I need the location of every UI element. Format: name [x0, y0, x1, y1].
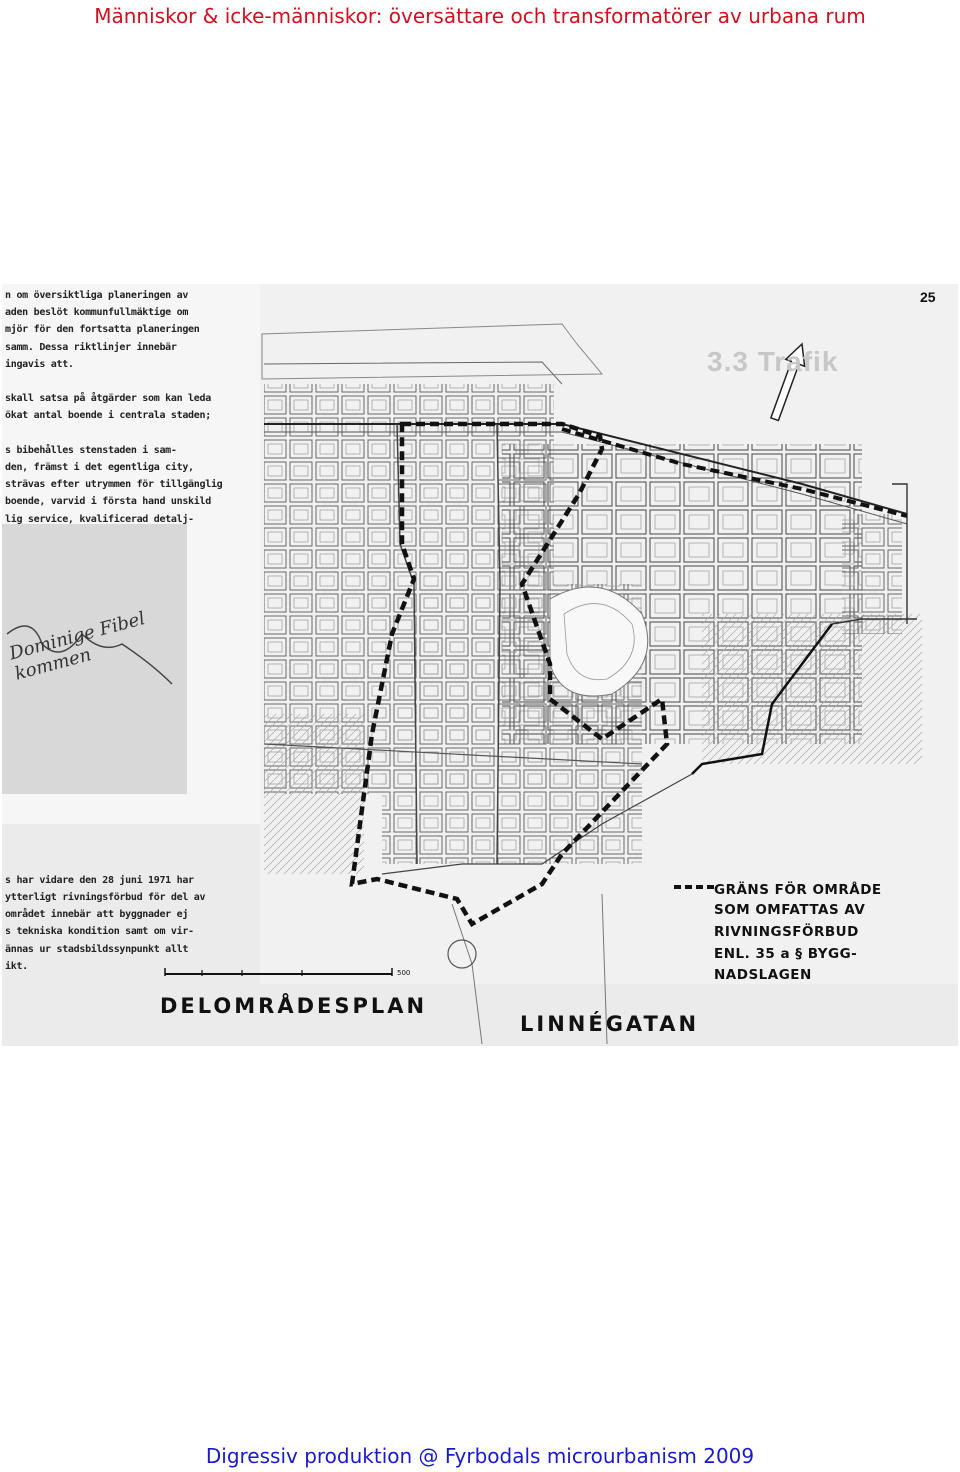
side-text-line: aden beslöt kommunfullmäktige om	[5, 307, 189, 319]
legend-line-2: SOM OMFATTAS AV	[714, 902, 866, 918]
page-header-title: Människor & icke-människor: översättare och transformatörer av urbana rum	[94, 4, 866, 28]
side-text-line: lig service, kvalificerad detalj-	[5, 513, 194, 525]
scan-page-number: 25	[920, 289, 936, 305]
legend-line-5: NADSLAGEN	[714, 967, 812, 983]
map-scale-label: 500	[397, 969, 411, 977]
side-text-line: boende, varvid i första hand unskild	[5, 496, 211, 508]
side-text-line: s bibehålles stenstaden i sam-	[5, 444, 177, 456]
side-text-line: samm. Dessa riktlinjer innebär	[5, 341, 177, 353]
side-text-line: den, främst i det egentliga city,	[5, 462, 194, 473]
side-text-line: ingavis att.	[5, 358, 74, 370]
scanned-document-page	[2, 284, 958, 1046]
side-text-line: området innebär att byggnader ej	[5, 909, 189, 921]
side-text-line: n om översiktliga planeringen av	[5, 290, 189, 301]
plan-title-right: LINNÉGATAN	[520, 1012, 700, 1036]
side-text-line: ökat antal boende i centrala staden;	[5, 410, 211, 422]
plan-title-left: DELOMRÅDESPLAN	[160, 994, 428, 1018]
side-text-line: skall satsa på åtgärder som kan leda	[5, 393, 211, 405]
legend-line-3: RIVNINGSFÖRBUD	[714, 924, 859, 940]
side-text-line: s har vidare den 28 juni 1971 har	[5, 874, 194, 886]
side-text-line: s tekniska kondition samt om vir-	[5, 926, 194, 938]
page-footer-credit: Digressiv produktion @ Fyrbodals microurbanism 2009	[205, 1444, 755, 1468]
legend-line-4: ENL. 35 a § BYGG-	[714, 946, 858, 962]
side-text-line: ännas ur stadsbildssynpunkt allt	[5, 943, 189, 955]
side-text-line: ytterligt rivningsförbud för del av	[5, 892, 206, 903]
side-text-line: ikt.	[5, 960, 28, 972]
side-text-line: mjör för den fortsatta planeringen	[5, 324, 200, 336]
scan-section-heading: 3.3 Trafik	[707, 346, 839, 377]
legend-line-1: GRÄNS FÖR OMRÅDE	[714, 882, 882, 898]
handwritten-note: Dominige Fibel kommen	[7, 608, 148, 685]
side-text-line: strävas efter utrymmen för tillgänglig	[5, 479, 223, 491]
